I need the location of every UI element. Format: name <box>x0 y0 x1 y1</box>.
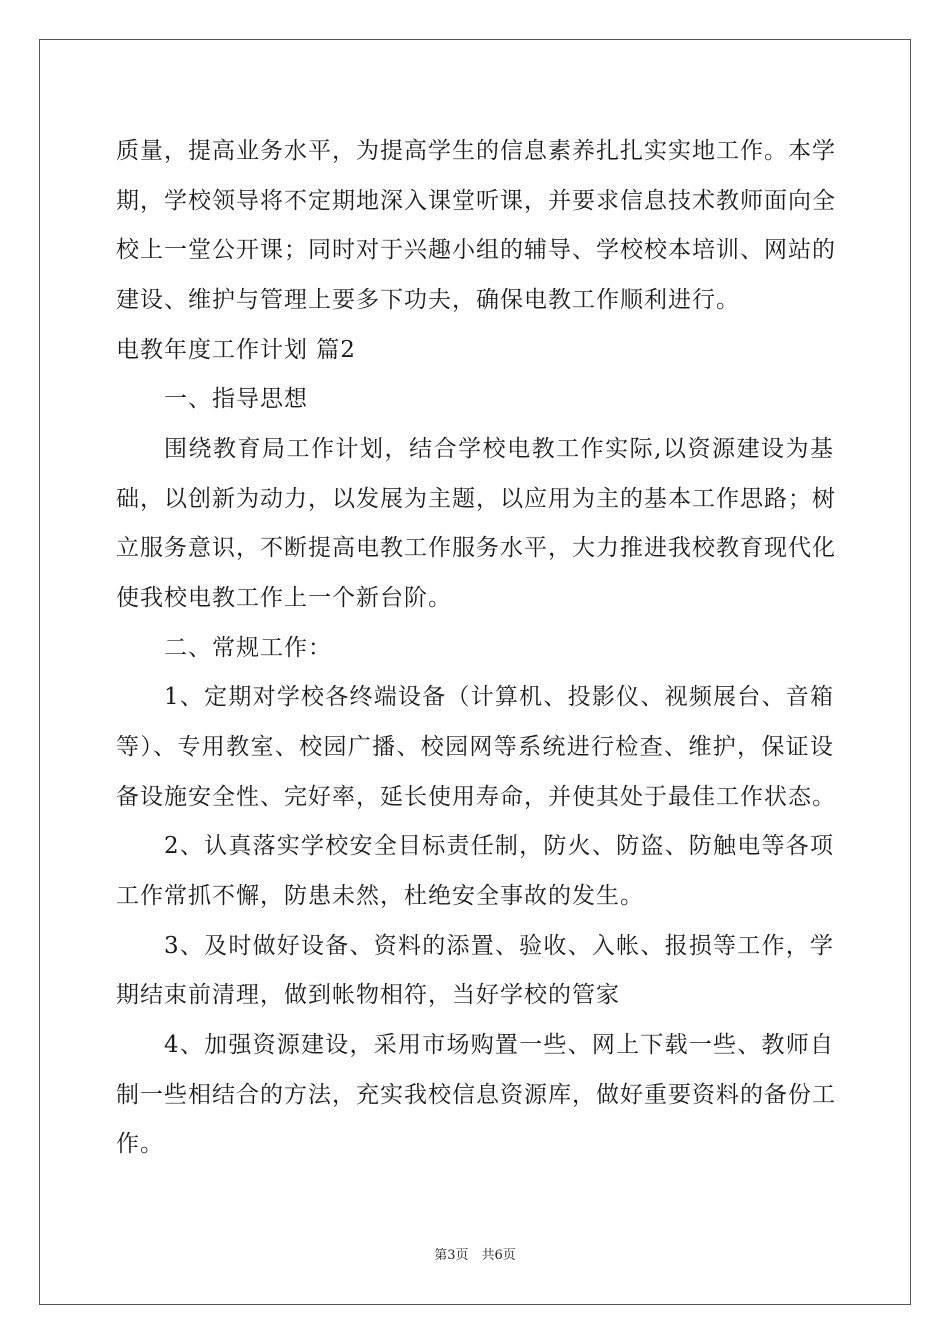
page-number-footer: 第3页 共6页 <box>434 1248 516 1263</box>
paragraph-line: 期，学校领导将不定期地深入课堂听课，并要求信息技术教师面向全 <box>116 188 836 214</box>
paragraph-line: 备设施安全性、完好率，延长使用寿命，并使其处于最佳工作状态。 <box>116 784 836 810</box>
paragraph-line: 作。 <box>116 1131 164 1157</box>
paragraph-line: 立服务意识，不断提高电教工作服务水平，大力推进我校教育现代化 <box>116 535 836 561</box>
section-heading: 电教年度工作计划 篇2 <box>116 337 356 363</box>
subsection-heading: 一、指导思想 <box>164 386 308 412</box>
paragraph-line: 础，以创新为动力，以发展为主题，以应用为主的基本工作思路；树 <box>116 486 836 512</box>
paragraph-line: 1、定期对学校各终端设备（计算机、投影仪、视频展台、音箱 <box>164 684 834 710</box>
paragraph-line: 校上一堂公开课；同时对于兴趣小组的辅导、学校校本培训、网站的 <box>116 237 836 263</box>
paragraph-line: 4、加强资源建设，采用市场购置一些、网上下载一些、教师自 <box>164 1032 834 1058</box>
paragraph-line: 围绕教育局工作计划，结合学校电教工作实际,以资源建设为基 <box>164 436 834 462</box>
page-border <box>39 39 911 1305</box>
paragraph-line: 3、及时做好设备、资料的添置、验收、入帐、报损等工作，学 <box>164 933 834 959</box>
paragraph-line: 工作常抓不懈，防患未然，杜绝安全事故的发生。 <box>116 883 644 909</box>
paragraph-line: 建设、维护与管理上要多下功夫，确保电教工作顺利进行。 <box>116 287 740 313</box>
paragraph-line: 使我校电教工作上一个新台阶。 <box>116 585 452 611</box>
paragraph-line: 质量，提高业务水平，为提高学生的信息素养扎扎实实地工作。本学 <box>116 138 836 164</box>
paragraph-line: 等）、专用教室、校园广播、校园网等系统进行检查、维护，保证设 <box>116 734 834 760</box>
paragraph-line: 2、认真落实学校安全目标责任制，防火、防盗、防触电等各项 <box>164 833 834 859</box>
paragraph-line: 期结束前清理，做到帐物相符，当好学校的管家 <box>116 982 620 1008</box>
subsection-heading: 二、常规工作： <box>164 635 332 661</box>
paragraph-line: 制一些相结合的方法，充实我校信息资源库，做好重要资料的备份工 <box>116 1082 836 1108</box>
